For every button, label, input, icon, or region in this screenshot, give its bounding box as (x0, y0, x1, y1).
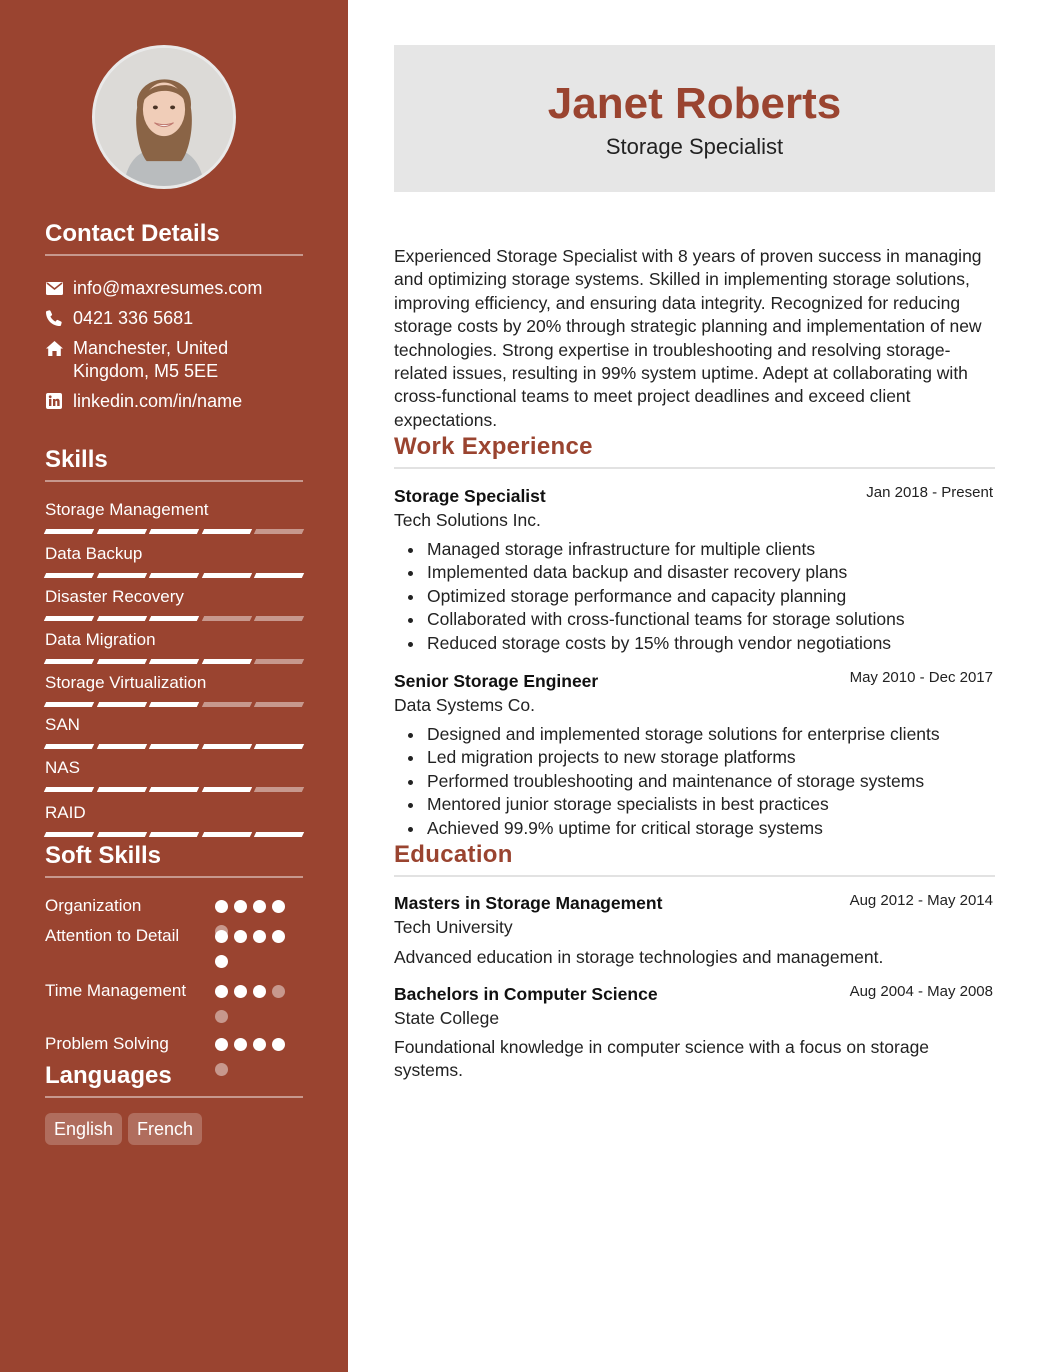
job-bullets (408, 723, 998, 840)
job-title: Senior Storage Engineer (394, 671, 599, 691)
skill-item (45, 802, 303, 837)
job-bullet: Achieved 99.9% uptime for critical storage systems (408, 817, 998, 840)
degree-description: Foundational knowledge in computer science with a focus on storage systems. (394, 1037, 930, 1081)
skills-heading: Skills (45, 446, 303, 482)
soft-skill-rating (215, 930, 290, 968)
skill-level-bar (45, 702, 303, 707)
sidebar (0, 0, 348, 1372)
skill-item (45, 672, 303, 707)
degree-title: Masters in Storage Management (394, 893, 663, 913)
skill-level-bar (45, 529, 303, 534)
job-title: Storage Specialist (394, 486, 546, 506)
contact-heading: Contact Details (45, 220, 303, 256)
skill-name: Data Backup (45, 544, 143, 563)
job-bullet: Managed storage infrastructure for multiple clients (408, 538, 998, 561)
degree-title: Bachelors in Computer Science (394, 984, 658, 1004)
job-bullet: Mentored junior storage specialists in best practices (408, 793, 998, 816)
linkedin-icon (45, 392, 63, 410)
skill-level-bar (45, 787, 303, 792)
skill-name: Disaster Recovery (45, 587, 184, 606)
skill-name: Storage Management (45, 500, 209, 519)
contact-address (45, 337, 303, 383)
skill-item (45, 714, 303, 749)
profile-photo (92, 45, 236, 189)
languages-heading: Languages (45, 1062, 303, 1098)
job-bullet: Designed and implemented storage solutions for enterprise clients (408, 723, 998, 746)
job-dates: May 2010 - Dec 2017 (849, 669, 993, 686)
linkedin-text: linkedin.com/in/name (73, 391, 243, 411)
education-heading: Education (394, 841, 995, 877)
degree-dates: Aug 2012 - May 2014 (849, 892, 993, 909)
degree-dates: Aug 2004 - May 2008 (849, 983, 993, 1000)
degree-school: State College (394, 1008, 500, 1028)
job-bullets (408, 538, 998, 655)
soft-skill-item (45, 924, 303, 948)
soft-skill-item (45, 894, 303, 918)
phone-text: 0421 336 5681 (73, 308, 194, 328)
skill-item (45, 629, 303, 664)
degree-description: Advanced education in storage technologies and management. (394, 947, 884, 967)
home-icon (45, 339, 63, 357)
skill-level-bar (45, 744, 303, 749)
work-experience-heading: Work Experience (394, 433, 995, 469)
contact-linkedin[interactable] (45, 390, 303, 413)
job-bullet: Collaborated with cross-functional teams for storage solutions (408, 608, 998, 631)
language-list (45, 1113, 202, 1145)
soft-skill-item (45, 1032, 303, 1056)
candidate-name: Janet Roberts (547, 79, 842, 128)
job-dates: Jan 2018 - Present (866, 484, 993, 501)
job-bullet: Optimized storage performance and capacity planning (408, 585, 998, 608)
skill-level-bar (45, 659, 303, 664)
skill-name: Storage Virtualization (45, 673, 207, 692)
job-company: Data Systems Co. (394, 695, 536, 715)
email-text: info@maxresumes.com (73, 278, 263, 298)
soft-skill-item (45, 979, 303, 1003)
soft-skills-heading: Soft Skills (45, 842, 303, 878)
soft-skill-name: Time Management (45, 981, 187, 1000)
skill-name: SAN (45, 715, 80, 734)
language-tag: French (128, 1113, 202, 1145)
skill-name: NAS (45, 758, 80, 777)
soft-skill-rating (215, 985, 290, 1023)
name-header (394, 45, 995, 192)
skill-name: Data Migration (45, 630, 156, 649)
degree-school: Tech University (394, 917, 513, 937)
skill-item (45, 543, 303, 578)
job-bullet: Reduced storage costs by 15% through vendor negotiations (408, 632, 998, 655)
contact-email[interactable] (45, 277, 303, 300)
portrait-photo-icon (95, 48, 233, 186)
language-tag: English (45, 1113, 122, 1145)
skill-level-bar (45, 616, 303, 621)
job-bullet: Led migration projects to new storage platforms (408, 746, 998, 769)
soft-skill-name: Problem Solving (45, 1034, 169, 1053)
job-bullet: Implemented data backup and disaster recovery plans (408, 561, 998, 584)
skill-item (45, 757, 303, 792)
address-line-1: Manchester, United (73, 338, 229, 358)
skill-level-bar (45, 832, 303, 837)
job-bullet: Performed troubleshooting and maintenance of storage systems (408, 770, 998, 793)
address-line-2: Kingdom, M5 5EE (73, 361, 219, 381)
phone-icon (45, 309, 63, 327)
skill-level-bar (45, 573, 303, 578)
skill-item (45, 586, 303, 621)
skill-name: RAID (45, 803, 86, 822)
soft-skill-name: Attention to Detail (45, 926, 180, 945)
candidate-title: Storage Specialist (605, 134, 784, 159)
soft-skill-name: Organization (45, 896, 142, 915)
profile-summary: Experienced Storage Specialist with 8 years of proven success in managing and optimizing storage systems. Skilled in implementing storage solutions, improving efficiency, and ensuring data integrity. Recognized for reducing storage costs by 20% through strategic planning and implementation of new technologies. Strong expertise in troubleshooting and resolving storage-related issues, resulting in 99% system uptime. Adept at collaborating with cross-functional teams to meet project deadlines and exceed client expectations. (394, 246, 982, 430)
contact-phone[interactable] (45, 307, 303, 330)
envelope-icon (45, 279, 63, 297)
skill-item (45, 499, 303, 534)
job-company: Tech Solutions Inc. (394, 510, 541, 530)
